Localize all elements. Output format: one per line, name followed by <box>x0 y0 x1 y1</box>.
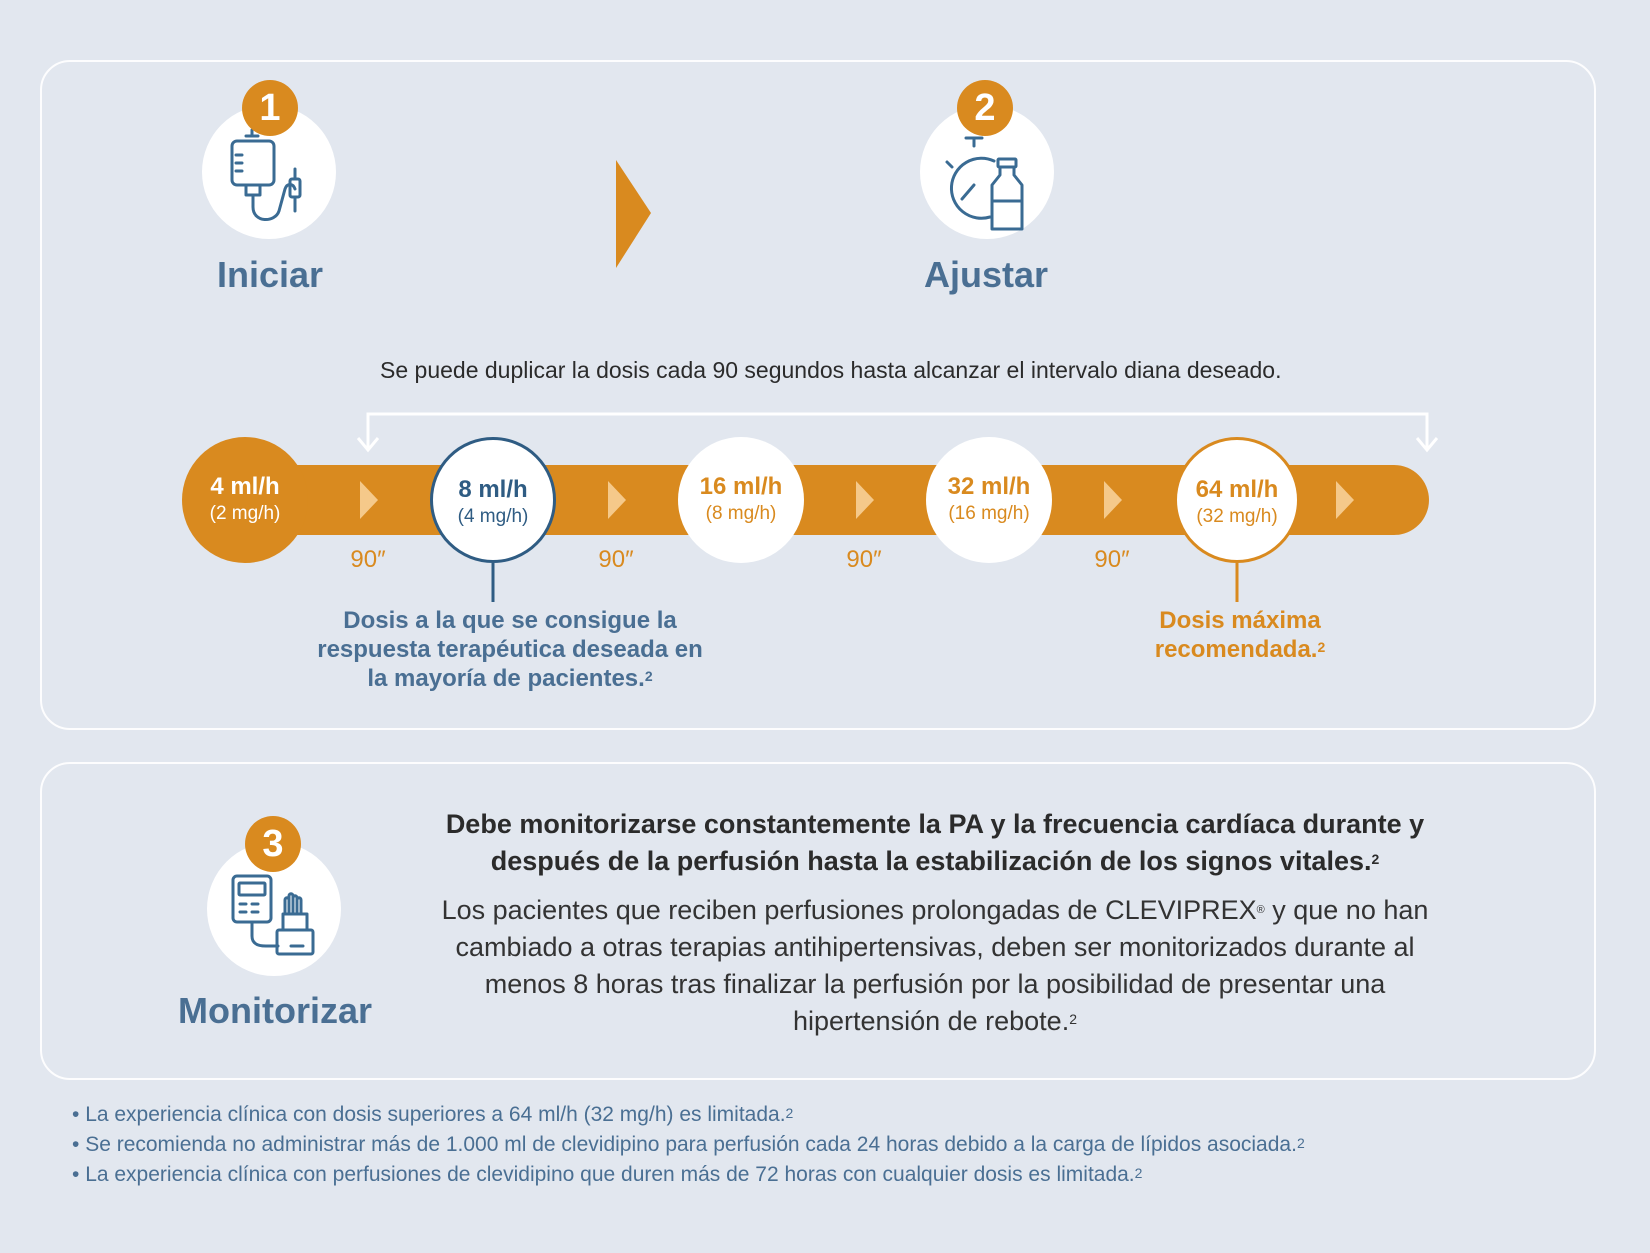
dose-circle-desired <box>430 437 556 563</box>
dose-circle <box>182 437 308 563</box>
footnote-text: Se recomienda no administrar más de 1.000 ml de clevidipino para perfusión cada 24 horas debido a la carga de lípidos asociada. <box>85 1133 1297 1156</box>
footnote-item: • Se recomienda no administrar más de 1.000 ml de clevidipino para perfusión cada 24 horas debido a la carga de lípidos asociada.$^2$ <box>72 1133 1305 1156</box>
reference-mark: 2 <box>1069 1011 1077 1027</box>
dose-mg: (2 mg/h) <box>209 503 281 524</box>
monitoring-heading <box>430 806 1440 880</box>
step-arrow-icon <box>616 160 651 268</box>
footnote-text: La experiencia clínica con perfusiones de clevidipino que duren más de 72 horas con cualquier dosis es limitada. <box>85 1163 1135 1186</box>
dose-circle-max <box>1174 437 1300 563</box>
reference-mark: 2 <box>1317 639 1326 655</box>
titration-subtitle: Se puede duplicar la dosis cada 90 segundos hasta alcanzar el intervalo diana deseado. <box>380 357 1282 383</box>
footnote-item: • La experiencia clínica con dosis superiores a 64 ml/h (32 mg/h) es limitada.$^2$ <box>72 1103 794 1126</box>
max-dose-note <box>1120 606 1360 664</box>
footnote-text: La experiencia clínica con dosis superiores a 64 ml/h (32 mg/h) es limitada. <box>85 1103 786 1126</box>
footnote-item: • La experiencia clínica con perfusiones de clevidipino que duren más de 72 horas con cualquier dosis es limitada.$^2$ <box>72 1163 1143 1186</box>
step-1-badge: 1 <box>242 80 298 136</box>
step-start-label: Iniciar <box>216 254 324 295</box>
max-dose-text: Dosis máxima recomendada. <box>1154 607 1321 663</box>
dose-ml: 8 ml/h <box>458 476 528 503</box>
monitoring-body-text: Los pacientes que reciben perfusiones prolongadas de CLEVIPREX <box>441 895 1257 925</box>
interval-label: 90″ <box>1094 546 1130 573</box>
registered-mark: ® <box>1256 904 1265 916</box>
dose-circle <box>926 437 1052 563</box>
reference-mark: 2 <box>1134 1165 1143 1181</box>
monitoring-body <box>430 892 1440 1040</box>
reference-mark: 2 <box>1296 1135 1305 1151</box>
dose-mg: (16 mg/h) <box>948 503 1030 524</box>
monitoring-body-text-2: y que no han cambiado a otras terapias antihipertensivas, deben ser monitorizados durante al menos 8 horas tras finalizar la perfusión por la posibilidad de presentar una hipertensión de rebote. <box>455 895 1429 1036</box>
dose-circle <box>678 437 804 563</box>
interval-label: 90″ <box>350 546 386 573</box>
interval-label: 90″ <box>846 546 882 573</box>
footnotes <box>72 1100 1592 1190</box>
reference-mark: 2 <box>785 1105 794 1121</box>
monitoring-heading-text: Debe monitorizarse constantemente la PA y la frecuencia cardíaca durante y después de la perfusión hasta la estabilización de los signos vitales. <box>445 809 1425 876</box>
dose-mg: (8 mg/h) <box>705 503 777 524</box>
dose-mg: (4 mg/h) <box>457 506 529 527</box>
step-adjust-label: Ajustar <box>923 254 1049 295</box>
dose-ml: 32 ml/h <box>947 473 1031 500</box>
dose-ml: 64 ml/h <box>1195 476 1279 503</box>
desired-dose-note <box>310 606 710 693</box>
dose-mg: (32 mg/h) <box>1196 506 1278 527</box>
dose-ml: 4 ml/h <box>210 473 280 500</box>
desired-dose-text: Dosis a la que se consigue la respuesta terapéutica deseada en la mayoría de pacientes. <box>317 607 703 692</box>
reference-mark: 2 <box>1371 851 1380 867</box>
step-3-badge: 3 <box>245 816 301 872</box>
step-monitor-label: Monitorizar <box>178 990 372 1031</box>
dose-ml: 16 ml/h <box>699 473 783 500</box>
reference-mark: 2 <box>644 668 653 684</box>
interval-label: 90″ <box>598 546 634 573</box>
step-2-badge: 2 <box>957 80 1013 136</box>
